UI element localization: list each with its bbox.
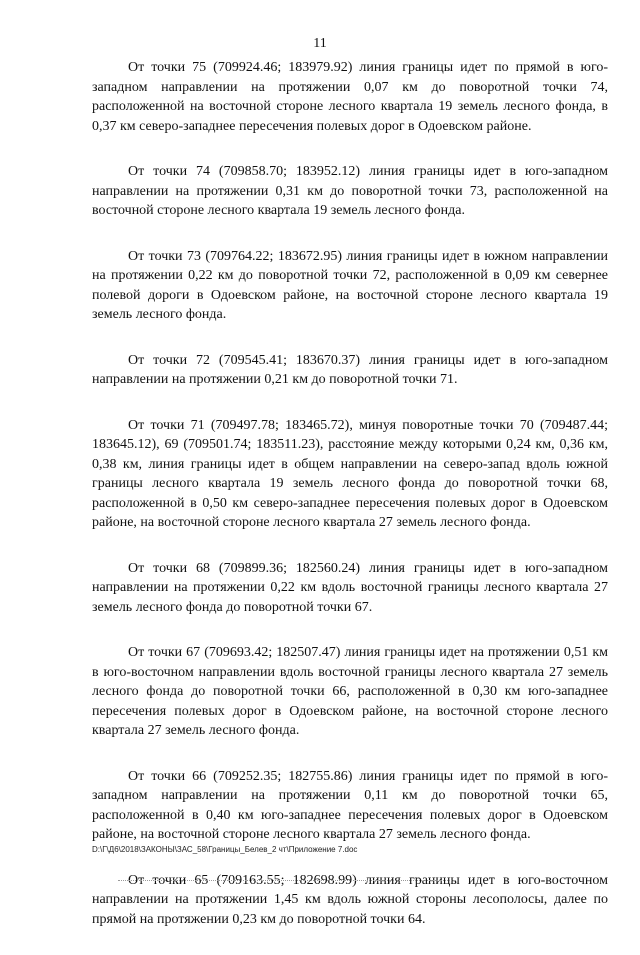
page-number: 11 (313, 36, 327, 51)
paragraph-point-66: От точки 66 (709252.35; 182755.86) линия границы идет по прямой в юго-западном направлении на протяжении 0,11 км до поворотной точки 65, расположенной в 0,40 км юго-западнее пересечения полевых дорог в Одоевском районе, на восточной стороне лесного квартала 27 земель лесного фонда. (92, 768, 608, 842)
paragraph-point-73: От точки 73 (709764.22; 183672.95) линия границы идет в южном направлении на протяжении 0,22 км до поворотной точки 72, расположенной в 0,09 км севернее полевой дороги в Одоевском районе, на восточной стороне лесного квартала 19 земель лесного фонда. (92, 248, 608, 322)
footer-file-path: D:\Г\Д6\2018\ЗАКОНЫ\ЗАС_58\Границы_Белев_2 чт\Приложение 7.doc (92, 845, 358, 854)
paragraph-point-71: От точки 71 (709497.78; 183465.72), минуя поворотные точки 70 (709487.44; 183645.12), 69 (709501.74; 183511.23), расстояние между которыми 0,24 км, 0,36 км, 0,38 км, линия границы идет в общем направлении на северо-запад вдоль южной границы лесного квартала 19 земель лесного фонда до поворотной точки 68, расположенной в 0,50 км северо-западнее пересечения полевых дорог в Одоевском районе, на восточной стороне лесного квартала 27 земель лесного фонда. (92, 417, 608, 530)
paragraph-point-74: От точки 74 (709858.70; 183952.12) линия границы идет в юго-западном направлении на протяжении 0,31 км до поворотной точки 73, расположенной на восточной стороне лесного квартала 19 земель лесного фонда. (92, 164, 608, 218)
paragraph-point-75: От точки 75 (709924.46; 183979.92) линия границы идет по прямой в юго-западном направлении на протяжении 0,07 км до поворотной точки 74, расположенной на восточной стороне лесного квартала 19 земель лесного фонда, в 0,37 км северо-западнее пересечения полевых дорог в Одоевском районе. (92, 60, 608, 134)
scan-artifact-line (118, 880, 458, 882)
paragraph-point-72: От точки 72 (709545.41; 183670.37) линия границы идет в юго-западном направлении на протяжении 0,21 км до поворотной точки 71. (92, 352, 608, 387)
paragraph-point-68: От точки 68 (709899.36; 182560.24) линия границы идет в юго-западном направлении на протяжении 0,22 км вдоль восточной границы лесного квартала 27 земель лесного фонда до поворотной точки 67. (92, 560, 608, 615)
document-body (92, 58, 608, 955)
paragraph-point-67: От точки 67 (709693.42; 182507.47) линия границы идет на протяжении 0,51 км в юго-восточном направлении вдоль восточной границы лесного квартала 27 земель лесного фонда до поворотной точки 66, расположенной в 0,30 км юго-западнее пересечения полевых дорог в Одоевском районе, на восточной стороне лесного квартала 27 земель лесного фонда. (92, 645, 608, 738)
paragraph-point-65: От точки 65 (709163.55; 182698.99) линия границы идет в юго-восточном направлении на протяжении 1,45 км вдоль южной стороны лесополосы, далее по прямой на протяжении 0,23 км до поворотной точки 64. (92, 872, 608, 927)
